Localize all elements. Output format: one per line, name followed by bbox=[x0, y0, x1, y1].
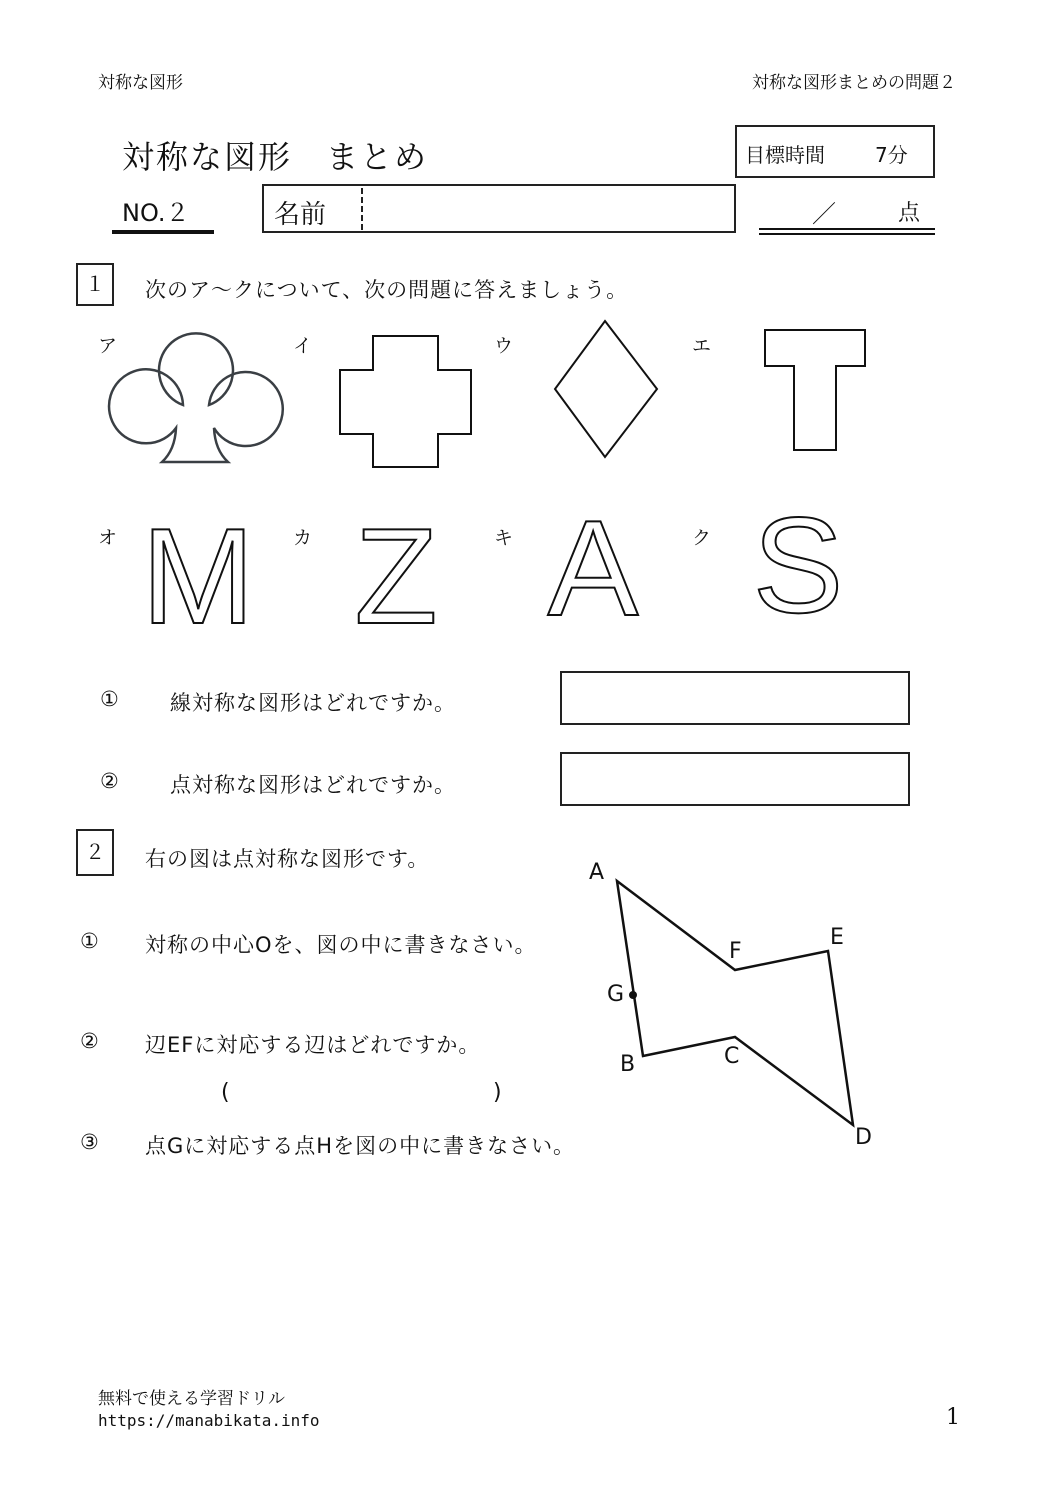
name-label: 名前 bbox=[274, 200, 327, 230]
s2-q2-text: 辺EFに対応する辺はどれですか。 bbox=[145, 1033, 481, 1057]
s1-q2-text: 点対称な図形はどれですか。 bbox=[170, 773, 456, 797]
club-shape bbox=[109, 333, 283, 462]
s1-q2-num: ② bbox=[100, 769, 120, 793]
shape-label-e: エ bbox=[692, 335, 712, 357]
s2-q2-answer-field[interactable] bbox=[245, 1082, 485, 1108]
header-left: 対称な図形 bbox=[98, 73, 183, 93]
letter-m: M bbox=[141, 500, 255, 652]
point-label-c: C bbox=[724, 1044, 740, 1069]
s2-q2-paren-close: ) bbox=[493, 1080, 502, 1105]
footer-title: 無料で使える学習ドリル bbox=[98, 1389, 285, 1409]
header-right: 対称な図形まとめの問題２ bbox=[752, 73, 956, 93]
section2-number: ２ bbox=[76, 829, 114, 876]
shape-label-o: オ bbox=[98, 527, 118, 549]
sheet-number: NO.２ bbox=[122, 199, 190, 227]
shape-label-a: ア bbox=[98, 335, 118, 357]
footer-url[interactable]: https://manabikata.info bbox=[98, 1411, 320, 1430]
diamond-shape bbox=[555, 321, 657, 457]
shape-label-u: ウ bbox=[494, 335, 514, 357]
point-symmetric-figure bbox=[617, 881, 853, 1125]
shape-label-ka: カ bbox=[293, 527, 313, 549]
page-number: 1 bbox=[946, 1405, 960, 1430]
shape-label-ki: キ bbox=[494, 527, 514, 549]
letter-s: S bbox=[752, 489, 844, 641]
point-label-d: D bbox=[855, 1125, 872, 1150]
section1-instruction: 次のア～クについて、次の問題に答えましょう。 bbox=[145, 278, 629, 302]
page-title: 対称な図形 まとめ bbox=[122, 138, 429, 176]
target-time-label: 目標時間 bbox=[745, 143, 825, 167]
point-label-e: E bbox=[830, 925, 844, 950]
s2-q3-text: 点Gに対応する点Hを図の中に書きなさい。 bbox=[145, 1134, 576, 1158]
s2-q2-paren-open: ( bbox=[221, 1080, 230, 1105]
cross-shape bbox=[340, 336, 471, 467]
point-label-g: G bbox=[607, 982, 625, 1007]
point-label-f: F bbox=[729, 939, 742, 964]
point-label-a: A bbox=[589, 860, 605, 885]
s1-q2-answer-box[interactable] bbox=[560, 752, 910, 806]
s1-q1-text: 線対称な図形はどれですか。 bbox=[170, 691, 456, 715]
point-label-b: B bbox=[620, 1052, 636, 1077]
section2-instruction: 右の図は点対称な図形です。 bbox=[145, 847, 430, 871]
s2-q1-num: ① bbox=[80, 929, 100, 953]
section1-number: １ bbox=[76, 263, 114, 306]
shape-label-i: イ bbox=[293, 335, 313, 357]
s1-q1-num: ① bbox=[100, 687, 120, 711]
letter-a: A bbox=[547, 492, 639, 644]
score-unit: 点 bbox=[898, 201, 921, 226]
target-time-value: 7分 bbox=[875, 143, 908, 167]
s2-q2-num: ② bbox=[80, 1029, 100, 1053]
t-shape bbox=[765, 330, 865, 450]
score-slash: ／ bbox=[812, 200, 836, 228]
s2-q1-text: 対称の中心Oを、図の中に書きなさい。 bbox=[145, 933, 537, 957]
s1-q1-answer-box[interactable] bbox=[560, 671, 910, 725]
shape-label-ku: ク bbox=[692, 527, 712, 549]
letter-z: Z bbox=[354, 500, 438, 652]
s2-q3-num: ③ bbox=[80, 1130, 100, 1154]
point-g-dot bbox=[629, 991, 637, 999]
